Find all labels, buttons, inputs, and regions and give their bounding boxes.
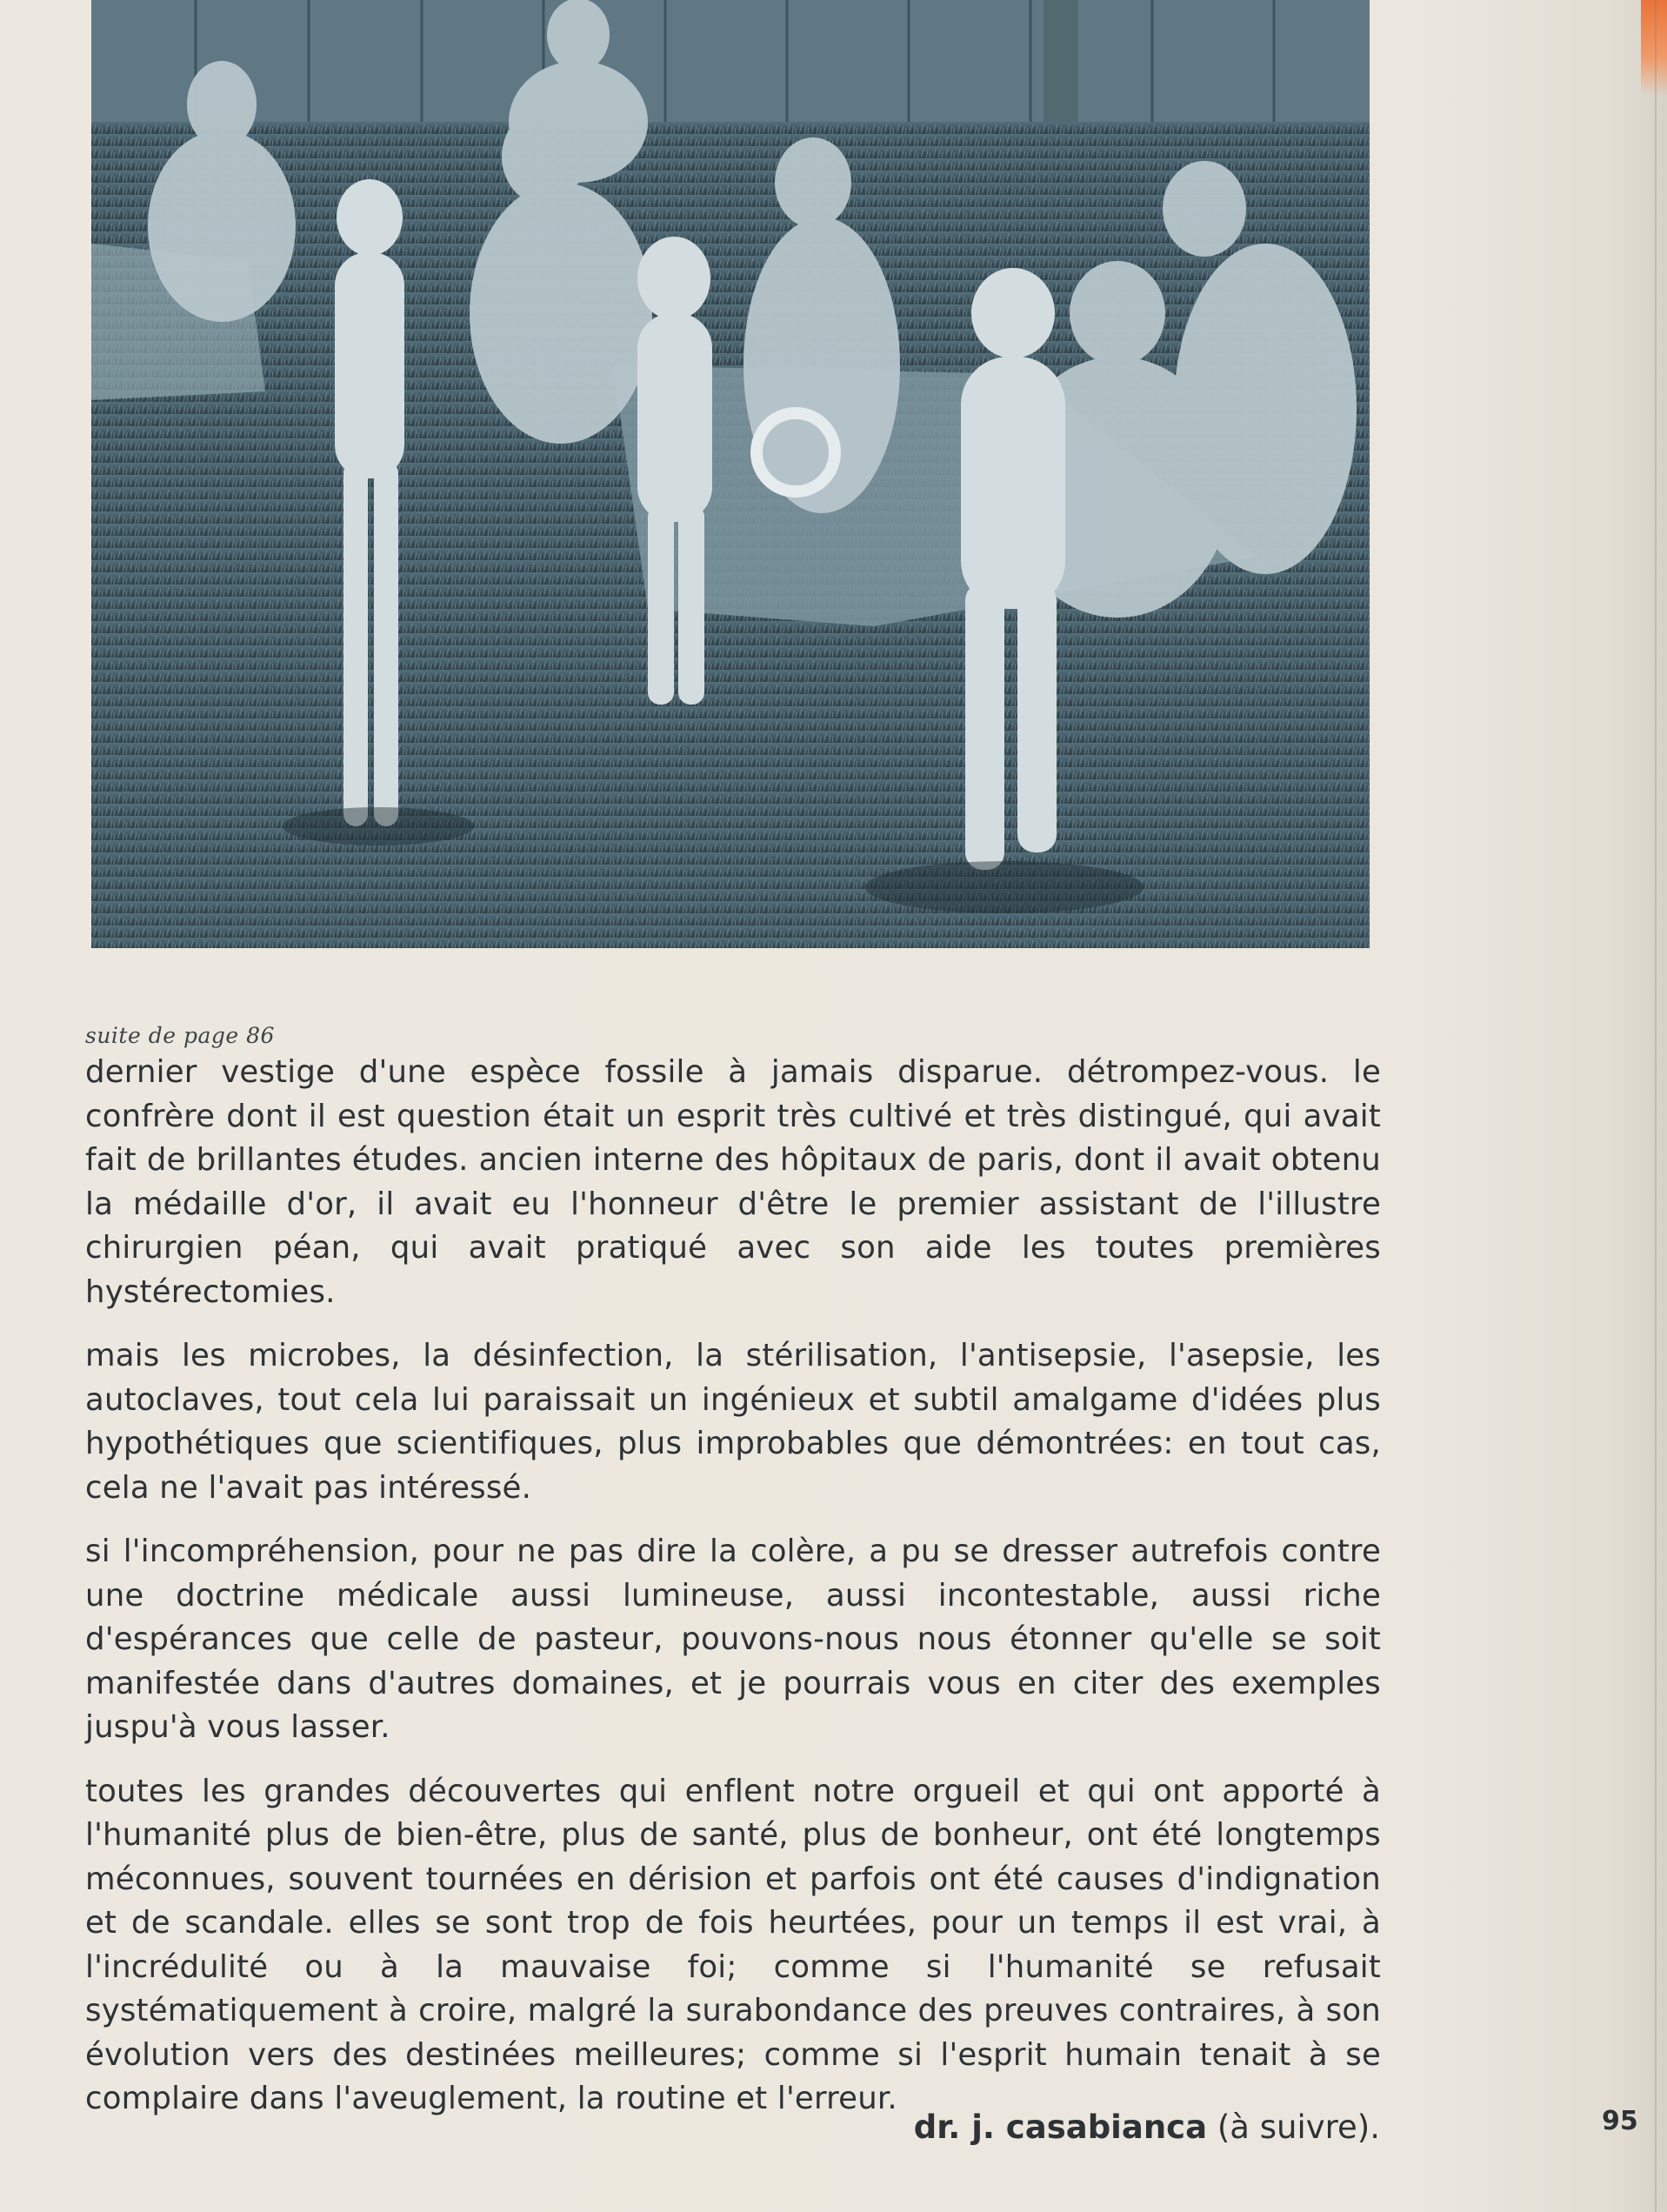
continuation-reference: suite de page 86 [85, 1023, 275, 1048]
article-photo [91, 0, 1370, 948]
article-body [85, 1051, 1381, 2142]
page-fold-line [1655, 0, 1657, 2212]
article-signature [914, 2108, 1380, 2146]
paragraph-3: si l'incompréhension, pour ne pas dire la colère, a pu se dresser autrefois contre une doctrine médicale aussi lumineuse, aussi incontestable, aussi riche d'espérances que celle de pasteur, pouvons-nous nous étonner qu'elle se soit manifestée dans d'autres domaines, et je pourrais vous en citer des exemples juspu'à vous lasser. [85, 1534, 1381, 1745]
paragraph-4: toutes les grandes découvertes qui enflent notre orgueil et qui ont apporté à l'humanité plus de bien-être, plus de santé, plus de bonheur, ont été longtemps méconnues, souvent tournées en dérision et parfois ont été causes d'indignation et de scandale. elles se sont trop de fois heurtées, pour un temps il est vrai, à l'incrédulité ou à la mauvaise foi; comme si l'humanité se refusait systématiquement à croire, malgré la surabondance des preuves contraires, à son évolution vers des destinées meilleures; comme si l'esprit humain tenait à se complaire dans l'aveuglement, la routine et l'erreur. [85, 1773, 1381, 2116]
paragraph-1: dernier vestige d'une espèce fossile à jamais disparue. détrompez-vous. le confrère dont il est question était un esprit très cultivé et très distingué, qui avait fait de brillantes études. ancien interne des hôpitaux de paris, dont il avait obtenu la médaille d'or, il avait eu l'honneur d'être le premier assistant de l'illustre chirurgien péan, qui avait pratiqué avec son aide les toutes premières hystérectomies. [85, 1054, 1381, 1310]
page-edge-accent [1641, 0, 1667, 96]
paragraph-2: mais les microbes, la désinfection, la stérilisation, l'antisepsie, l'asepsie, les autoclaves, tout cela lui paraissait un ingénieux et subtil amalgame d'idées plus hypothétiques que scientifiques, plus improbables que démontrées: en tout cas, cela ne l'avait pas intéressé. [85, 1338, 1381, 1506]
author-name: dr. j. casabianca [913, 2108, 1208, 2146]
photo-illustration [91, 0, 1370, 948]
page-number: 95 [1602, 2106, 1638, 2136]
continuation-note: (à suivre). [1217, 2108, 1380, 2146]
